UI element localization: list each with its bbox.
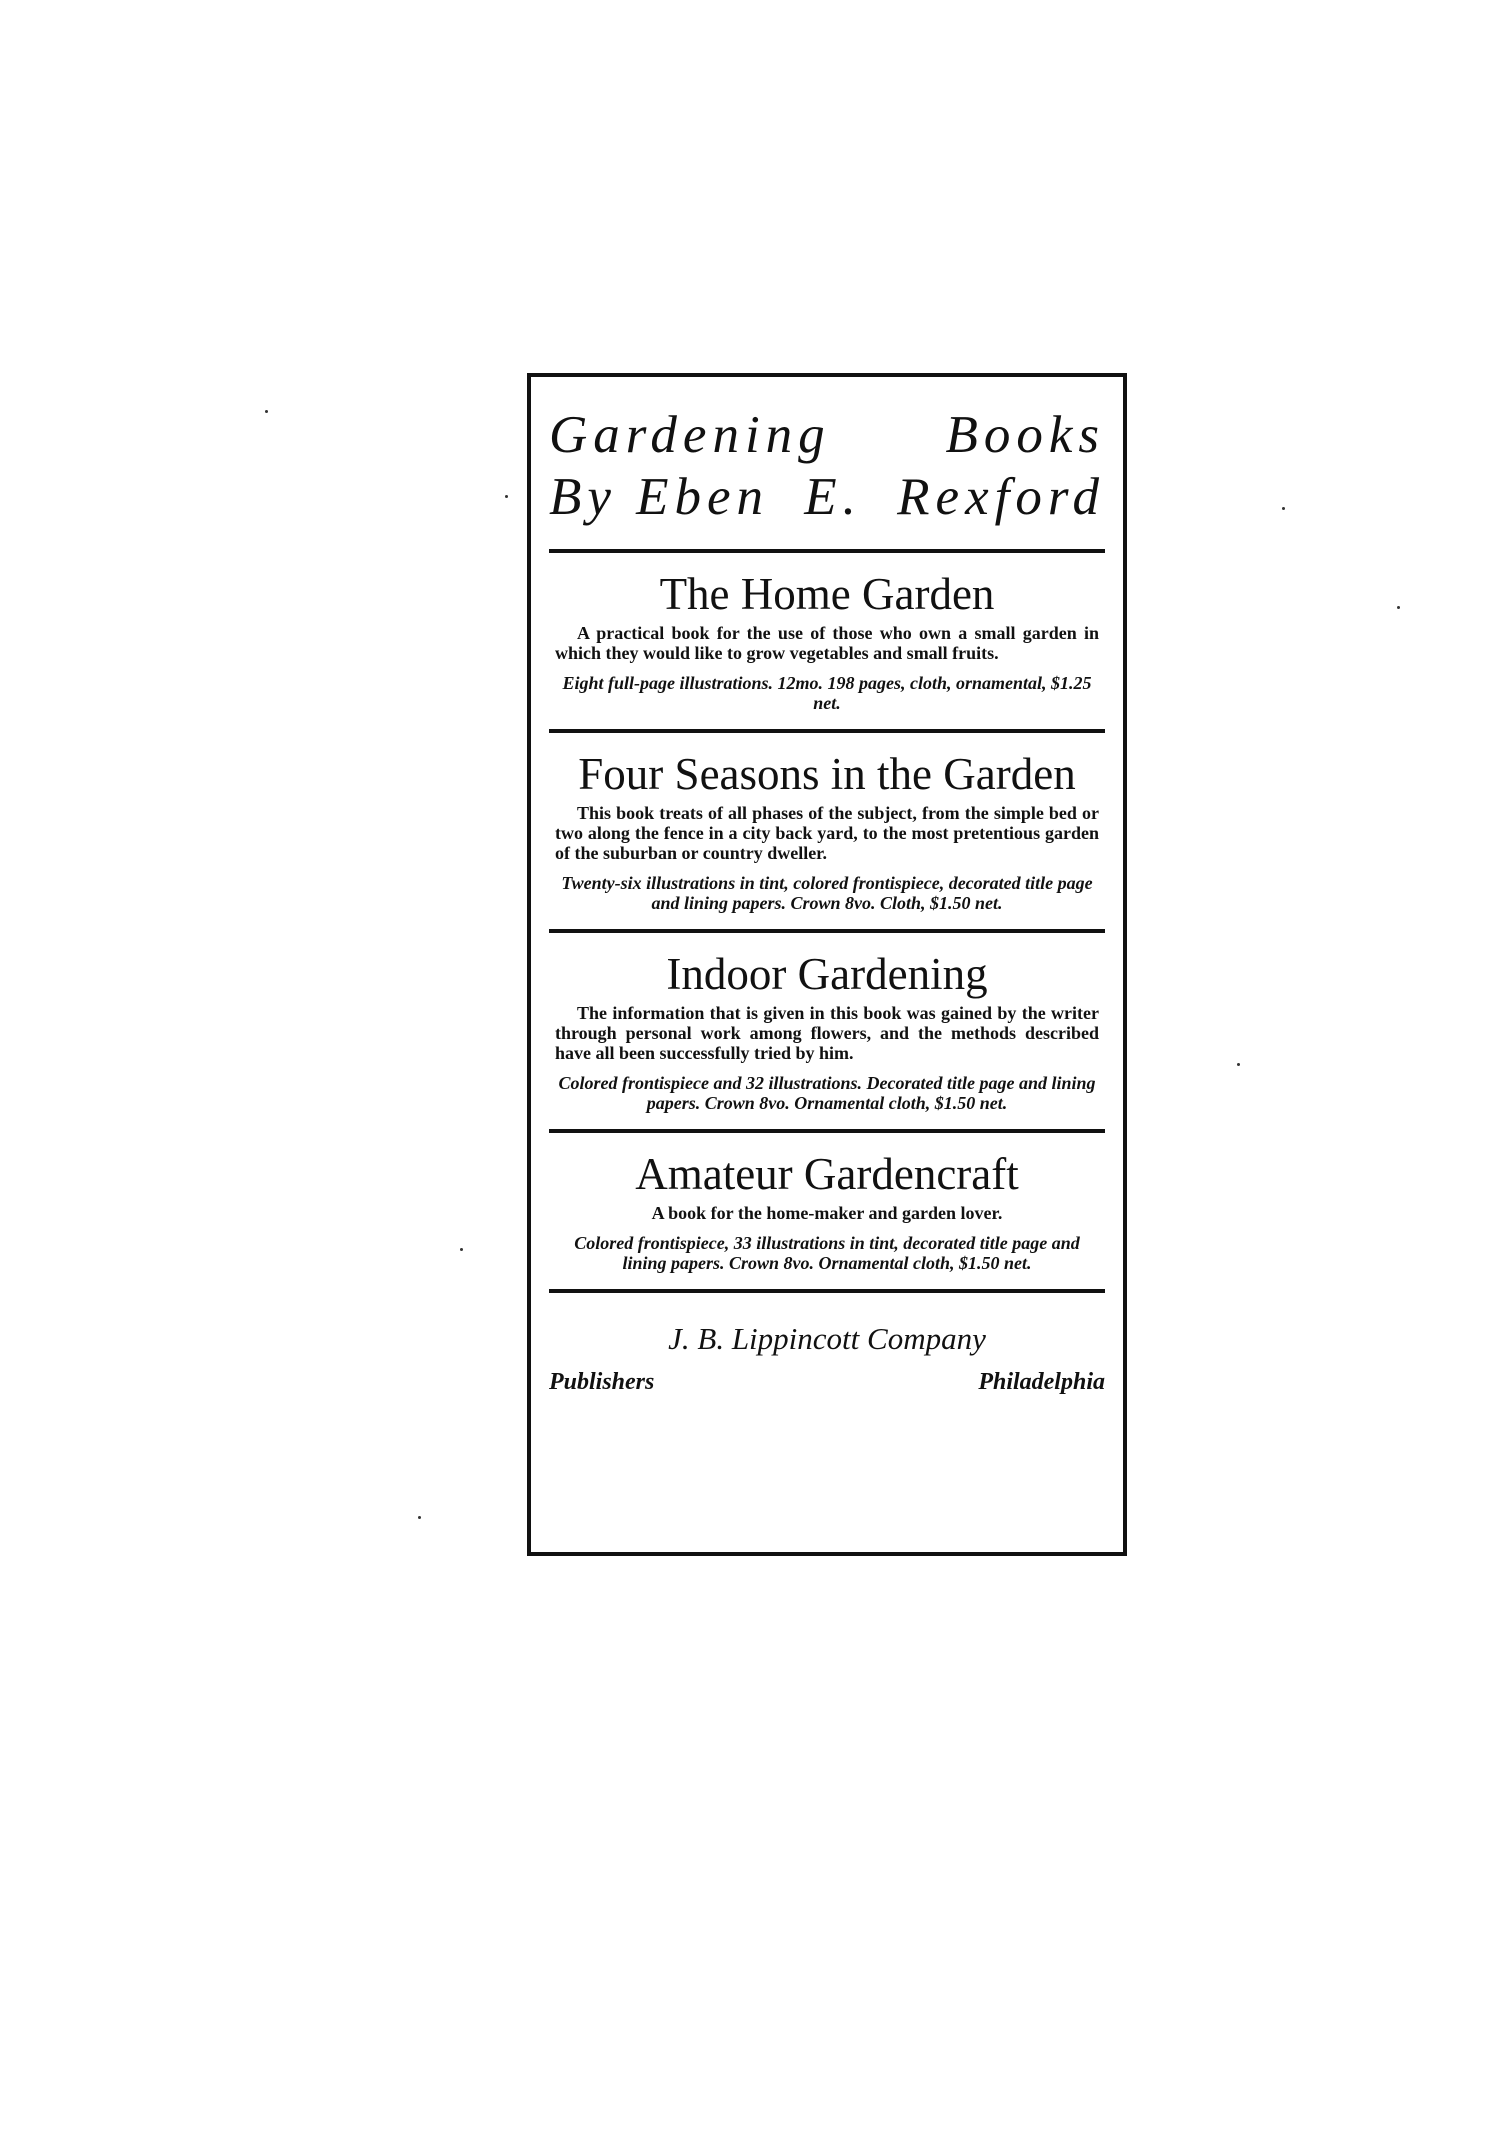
series-title-word: E. [804,468,862,526]
book-entry [549,733,1105,929]
publisher-city: Philadelphia [978,1369,1105,1395]
series-title-line-2 [549,467,1105,527]
scan-speck [418,1516,421,1519]
book-title: Four Seasons in the Garden [578,749,1076,799]
book-description: A book for the home-maker and garden lover. [651,1203,1003,1223]
series-title-word: Gardening [549,406,831,464]
series-title-word: Rexford [897,468,1105,526]
scan-speck [265,410,268,413]
scan-speck [1282,507,1285,510]
scan-speck [505,495,508,498]
book-details: Colored frontispiece and 32 illustrations. Decorated title page and lining papers. Crown 8vo. Ornamental cloth, $1.50 net. [558,1073,1096,1113]
book-details: Eight full-page illustrations. 12mo. 198 pages, cloth, ornamental, $1.25 net. [562,673,1092,713]
book-description: The information that is given in this book was gained by the writer through personal work among flowers, and the methods described have all been successfully tried by him. [555,1003,1099,1063]
book-entry [549,1133,1105,1289]
book-title: Indoor Gardening [666,949,988,999]
book-title: The Home Garden [659,569,995,619]
book-details: Twenty-six illustrations in tint, colored frontispiece, decorated title page and lining papers. Crown 8vo. Cloth, $1.50 net. [561,873,1093,913]
book-title: Amateur Gardencraft [635,1149,1019,1199]
book-entry [549,553,1105,729]
divider-rule [549,1289,1105,1293]
scan-speck [1397,606,1400,609]
series-title-line-1 [549,405,1105,465]
publisher-line [549,1367,1105,1397]
scan-speck [1237,1063,1240,1066]
book-details: Colored frontispiece, 33 illustrations in tint, decorated title page and lining papers. Crown 8vo. Ornamental cloth, $1.50 net. [574,1233,1080,1273]
book-entry [549,933,1105,1129]
series-heading [549,405,1105,527]
publisher-imprint [549,1321,1105,1397]
book-description: A practical book for the use of those who own a small garden in which they would like to grow vegetables and small fruits. [555,623,1099,663]
scan-speck [460,1248,463,1251]
advertisement-box [527,373,1127,1556]
publisher-role: Publishers [549,1369,655,1395]
series-title-word: Books [945,406,1105,464]
series-title-word: By Eben [549,468,770,526]
publisher-name: J. B. Lippincott Company [668,1321,986,1356]
book-description: This book treats of all phases of the subject, from the simple bed or two along the fence in a city back yard, to the most pretentious garden of the suburban or country dweller. [555,803,1099,863]
